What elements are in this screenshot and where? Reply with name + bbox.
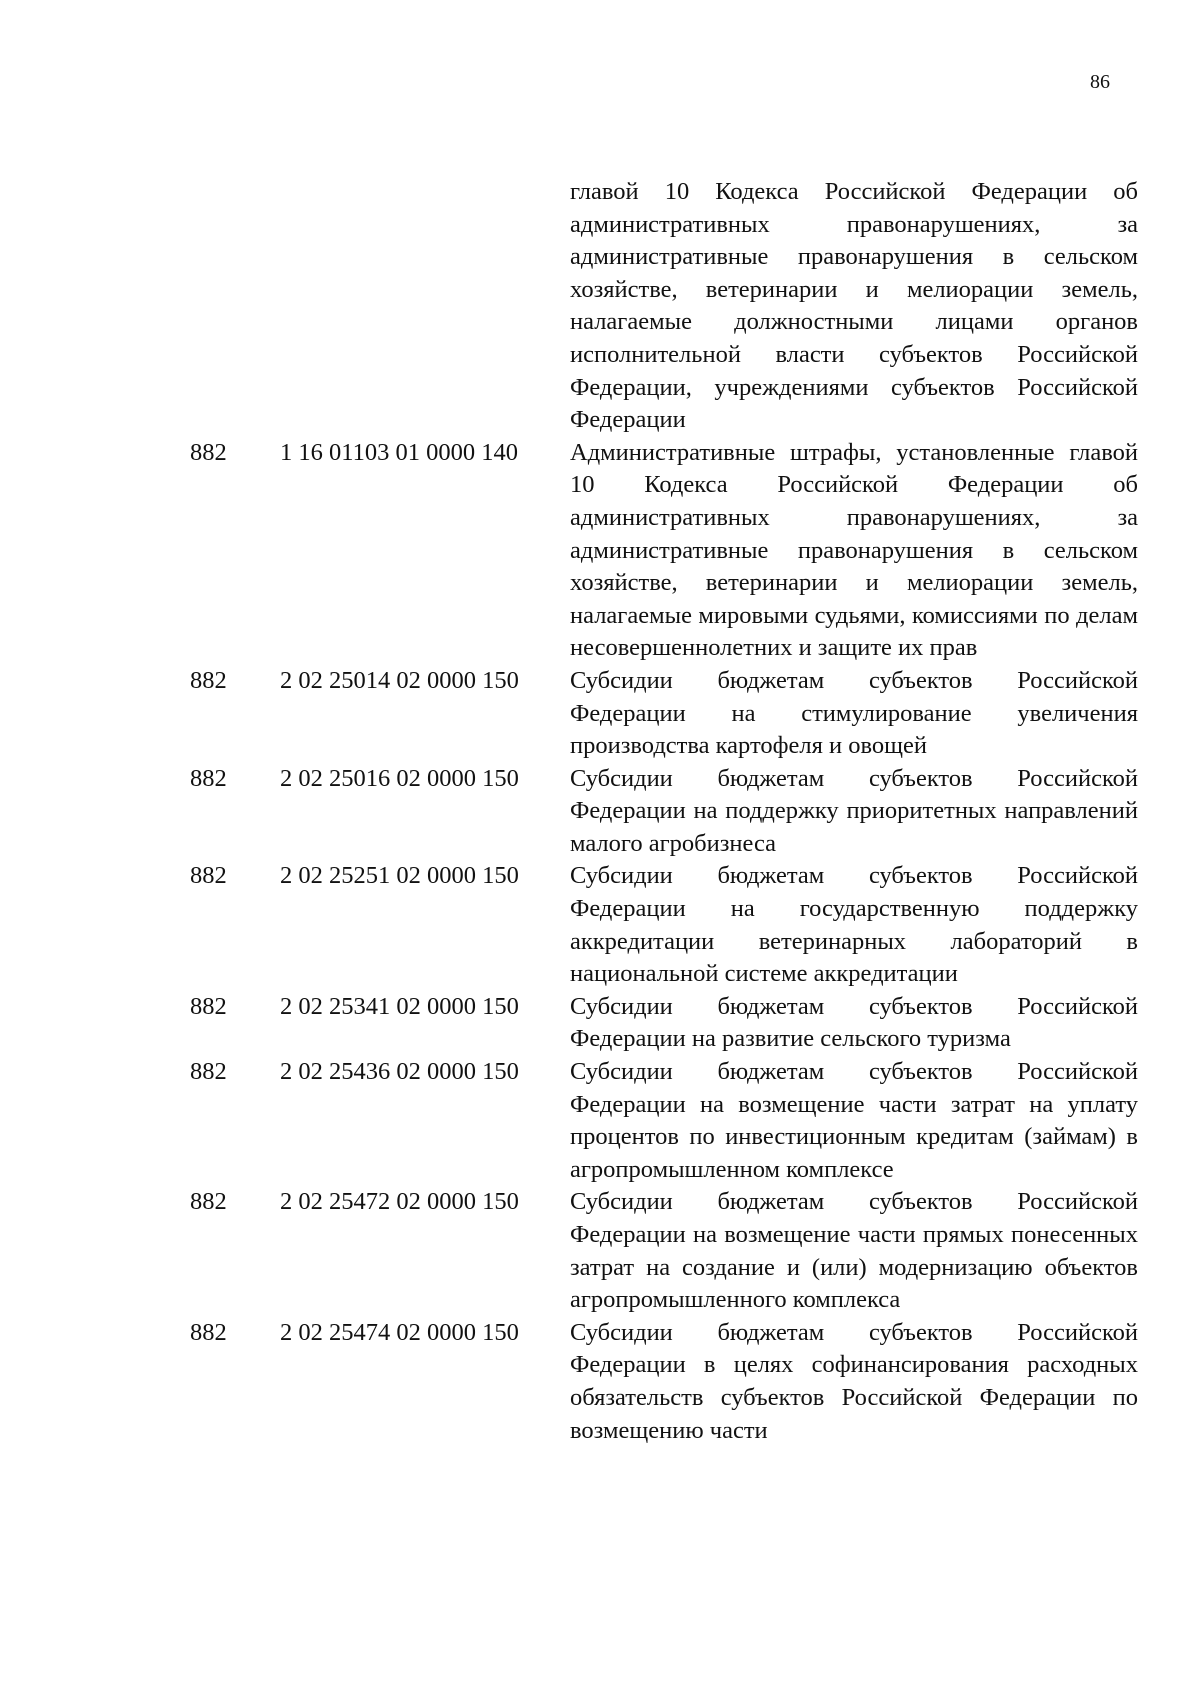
page-number: 86 xyxy=(1090,71,1110,93)
table-row xyxy=(190,991,1162,1056)
budget-code-cell: 2 02 25016 02 0000 150 xyxy=(280,764,519,792)
admin-code-cell: 882 xyxy=(190,764,227,792)
admin-code-cell: 882 xyxy=(190,666,227,694)
description-cell: Субсидии бюджетам субъектов Российской Федерации на стимулирование увеличения производства картофеля и овощей xyxy=(570,666,1138,760)
budget-code-cell: 1 16 01103 01 0000 140 xyxy=(280,438,518,466)
table-row xyxy=(190,1056,1162,1186)
budget-code-cell: 2 02 25014 02 0000 150 xyxy=(280,666,519,694)
budget-code-cell: 2 02 25436 02 0000 150 xyxy=(280,1058,519,1086)
description-cell: Административные штрафы, установленные главой 10 Кодекса Российской Федерации об административных правонарушениях, за административные правонарушения в сельском хозяйстве, ветеринарии и мелиорации земель, налагаемые мировыми судьями, комиссиями по делам несовершеннолетних и защите их прав xyxy=(570,438,1138,662)
admin-code-cell: 882 xyxy=(190,992,227,1020)
description-cell: Субсидии бюджетам субъектов Российской Федерации на развитие сельского туризма xyxy=(570,992,1138,1053)
budget-code-cell: 2 02 25474 02 0000 150 xyxy=(280,1318,519,1346)
description-cell: Субсидии бюджетам субъектов Российской Федерации в целях софинансирования расходных обязательств субъектов Российской Федерации по возмещению части xyxy=(570,1318,1138,1444)
description-cell: Субсидии бюджетам субъектов Российской Федерации на возмещение части прямых понесенных затрат на создание и (или) модернизацию объектов агропромышленного комплекса xyxy=(570,1188,1138,1314)
table-row xyxy=(190,1186,1162,1316)
admin-code-cell: 882 xyxy=(190,862,227,890)
description-cell: Субсидии бюджетам субъектов Российской Федерации на поддержку приоритетных направлений малого агробизнеса xyxy=(570,764,1138,857)
admin-code-cell: 882 xyxy=(190,438,227,466)
budget-code-cell: 2 02 25472 02 0000 150 xyxy=(280,1188,519,1216)
table-row xyxy=(190,665,1162,763)
table-row xyxy=(190,176,1162,437)
description-cell: главой 10 Кодекса Российской Федерации об административных правонарушениях, за административные правонарушения в сельском хозяйстве, ветеринарии и мелиорации земель, налагаемые должностными лицами органов исполнительной власти субъектов Российской Федерации, учреждениями субъектов Российской Федерации xyxy=(570,178,1138,434)
description-cell: Субсидии бюджетам субъектов Российской Федерации на возмещение части затрат на уплату процентов по инвестиционным кредитам (займам) в агропромышленном комплексе xyxy=(570,1058,1138,1183)
table-row xyxy=(190,763,1162,861)
table-row xyxy=(190,437,1162,665)
budget-codes-table xyxy=(190,176,1162,1447)
admin-code-cell: 882 xyxy=(190,1318,227,1346)
table-row xyxy=(190,860,1162,990)
admin-code-cell: 882 xyxy=(190,1058,227,1086)
budget-code-cell: 2 02 25341 02 0000 150 xyxy=(280,992,519,1020)
budget-code-cell: 2 02 25251 02 0000 150 xyxy=(280,862,519,890)
description-cell: Субсидии бюджетам субъектов Российской Федерации на государственную поддержку аккредитации ветеринарных лабораторий в национальной системе аккредитации xyxy=(570,862,1138,988)
admin-code-cell: 882 xyxy=(190,1188,227,1216)
table-row xyxy=(190,1317,1162,1447)
